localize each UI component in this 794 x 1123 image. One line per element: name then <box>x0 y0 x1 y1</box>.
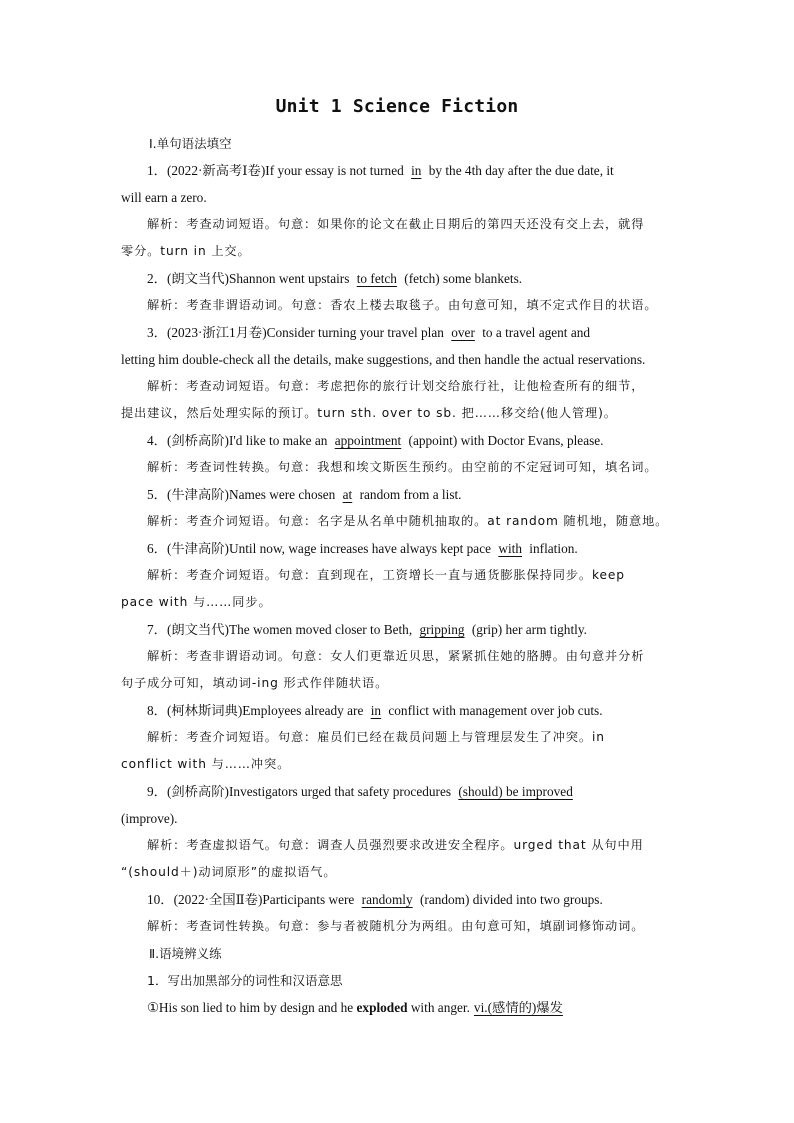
analysis: 解析：考查词性转换。句意：我想和埃文斯医生预约。由空前的不定冠词可知，填名词。 <box>147 460 658 474</box>
question-5: 5．(牛津高阶)Names were chosen at random from a list. <box>121 481 677 508</box>
answer-blank: over <box>451 325 475 340</box>
question-9: 9．(剑桥高阶)Investigators urged that safety procedures (should) be improved <box>121 778 677 805</box>
question-6: 6．(牛津高阶)Until now, wage increases have always kept pace with inflation. <box>121 535 677 562</box>
bold-word: exploded <box>356 1000 408 1015</box>
answer-blank: in <box>411 163 422 178</box>
analysis: 解析：考查动词短语。句意：考虑把你的旅行计划交给旅行社，让他检查所有的细节， <box>147 379 645 393</box>
question-3-cont: letting him double-check all the details, make suggestions, and then handle the actual reservations. <box>121 352 646 367</box>
analysis-cont: pace with 与……同步。 <box>121 595 272 609</box>
answer-blank: with <box>498 541 522 556</box>
answer-blank: (should) be improved <box>458 784 573 799</box>
question-7: 7．(朗文当代)The women moved closer to Beth, gripping (grip) her arm tightly. <box>121 616 677 643</box>
section-heading: Ⅱ.语境辨义练 <box>149 946 222 961</box>
analysis: 解析：考查介词短语。句意：雇员们已经在裁员问题上与管理层发生了冲突。in <box>147 730 605 744</box>
answer-blank: at <box>342 487 353 502</box>
answer-blank: appointment <box>334 433 402 448</box>
page-title: Unit 1 Science Fiction <box>275 96 519 117</box>
context-item-1: ①His son lied to him by design and he exploded with anger. vi.(感情的)爆发 <box>121 994 677 1021</box>
question-1: 1．(2022·新高考Ⅰ卷)If your essay is not turned in by the 4th day after the due date, it <box>121 157 677 184</box>
question-10: 10．(2022·全国Ⅱ卷)Participants were randomly (random) divided into two groups. <box>121 886 677 913</box>
answer-blank: randomly <box>361 892 413 907</box>
sub-question-heading: 1．写出加黑部分的词性和汉语意思 <box>147 973 343 988</box>
answer-blank: to fetch <box>356 271 397 286</box>
answer-blank: in <box>370 703 382 718</box>
question-3: 3．(2023·浙江1月卷)Consider turning your travel plan over to a travel agent and <box>121 319 677 346</box>
section-heading: Ⅰ.单句语法填空 <box>149 136 232 151</box>
analysis: 解析：考查非谓语动词。句意：女人们更靠近贝思，紧紧抓住她的胳膊。由句意并分析 <box>147 649 645 663</box>
analysis: 解析：考查非谓语动词。句意：香农上楼去取毯子。由句意可知，填不定式作目的状语。 <box>147 298 658 312</box>
analysis: 解析：考查介词短语。句意：直到现在，工资增长一直与通货膨胀保持同步。keep <box>147 568 625 582</box>
analysis-cont: 句子成分可知，填动词-ing 形式作伴随状语。 <box>121 676 389 690</box>
question-4: 4．(剑桥高阶)I'd like to make an appointment (appoint) with Doctor Evans, please. <box>121 427 677 454</box>
analysis-cont: “(should＋)动词原形”的虚拟语气。 <box>121 865 337 879</box>
question-8: 8．(柯林斯词典)Employees already are in conflict with management over job cuts. <box>121 697 677 724</box>
exercise-content <box>121 130 677 1021</box>
question-2: 2．(朗文当代)Shannon went upstairs to fetch (fetch) some blankets. <box>121 265 677 292</box>
analysis: 解析：考查虚拟语气。句意：调查人员强烈要求改进安全程序。urged that 从句中用 <box>147 838 644 852</box>
question-1-cont: will earn a zero. <box>121 190 207 205</box>
question-9-cont: (improve). <box>121 811 178 826</box>
analysis: 解析：考查词性转换。句意：参与者被随机分为两组。由句意可知，填副词修饰动词。 <box>147 919 645 933</box>
analysis-cont: 提出建议，然后处理实际的预订。turn sth. over to sb. 把……移交给(他人管理)。 <box>121 406 617 420</box>
analysis: 解析：考查介词短语。句意：名字是从名单中随机抽取的。at random 随机地，随意地。 <box>147 514 669 528</box>
answer-blank: vi.(感情的)爆发 <box>473 1000 563 1015</box>
answer-blank: gripping <box>419 622 465 637</box>
analysis-cont: conflict with 与……冲突。 <box>121 757 291 771</box>
analysis-cont: 零分。turn in 上交。 <box>121 244 251 258</box>
analysis: 解析：考查动词短语。句意：如果你的论文在截止日期后的第四天还没有交上去，就得 <box>147 217 645 231</box>
